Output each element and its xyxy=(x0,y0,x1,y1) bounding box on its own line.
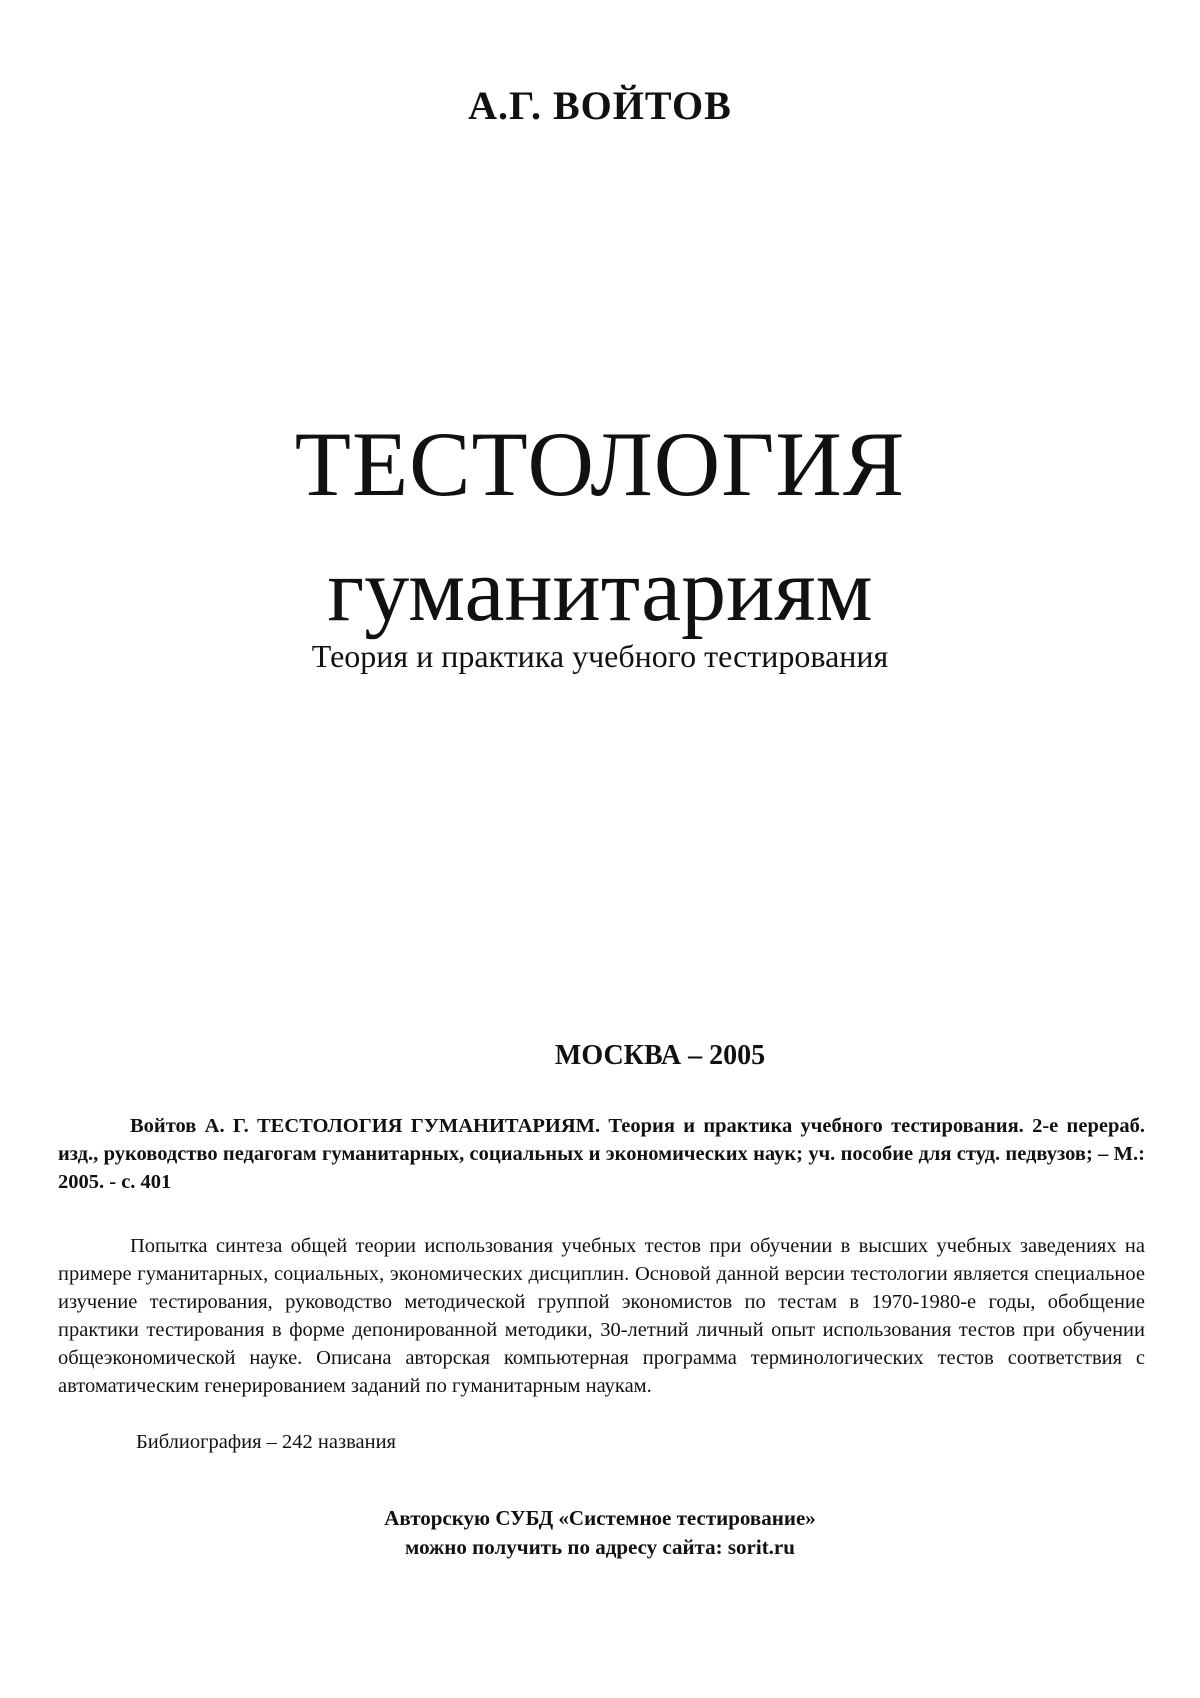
software-note xyxy=(0,1504,1200,1562)
book-subtitle: Теория и практика учебного тестирования xyxy=(311,638,889,674)
software-note-line-2: можно получить по адресу сайта: sorit.ru xyxy=(405,1535,795,1559)
book-title: ТЕСТОЛОГИЯ xyxy=(294,413,906,515)
book-title-second-line: гуманитариям xyxy=(327,541,873,640)
imprint-city-year: МОСКВА – 2005 xyxy=(554,1040,766,1071)
author-name: А.Г. ВОЙТОВ xyxy=(468,83,732,128)
bibliography-count: Библиография – 242 названия xyxy=(136,1431,396,1453)
abstract-paragraph: Попытка синтеза общей теории использования учебных тестов при обучении в высших учебных заведениях на примере гуманитарных, социальных, экономических дисциплин. Основой данной версии тестологии является специальное изучение тестирования, руководство методической группой экономистов по тестам в 1970-1980-е годы, обобщение практики тестирования в форме депонированной методики, 30-летний личный опыт использования тестов при обучении общеэкономической науке. Описана авторская компьютерная программа терминологических тестов соответствия с автоматическим генерированием заданий по гуманитарным наукам. xyxy=(58,1235,1145,1397)
bibliographic-record: Войтов А. Г. ТЕСТОЛОГИЯ ГУМАНИТАРИЯМ. Теория и практика учебного тестирования. 2-е перераб. изд., руководство педагогам гуманитарных, социальных и экономических наук; уч. пособие для студ. педвузов; – М.: 2005. - с. 401 xyxy=(58,1115,1145,1193)
software-note-line-1: Авторскую СУБД «Системное тестирование» xyxy=(384,1506,816,1530)
